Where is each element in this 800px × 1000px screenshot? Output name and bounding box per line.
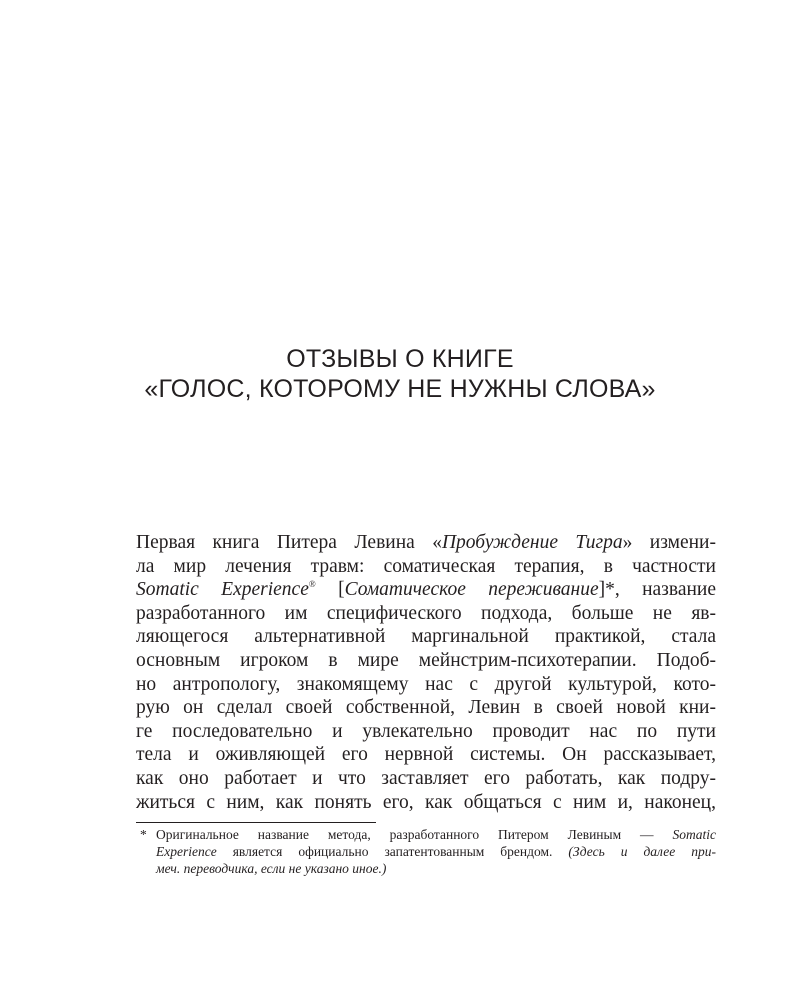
method-translation-italic: Соматическое переживание [344, 579, 599, 601]
paragraph-line: разработанного им специфического подхода, больше не яв- [136, 602, 716, 624]
footnote [136, 826, 716, 877]
paragraph-line: как оно работает и что заставляет его работать, как подру- [136, 767, 716, 789]
text-run: » измени- [622, 532, 716, 553]
paragraph-line: ла мир лечения травм: соматическая терапия, в частности [136, 555, 716, 577]
footnote-line [136, 826, 716, 843]
paragraph-line: ге последовательно и увлекательно проводит нас по пути [136, 720, 716, 742]
paragraph-line: основным игроком в мире мейнстрим-психотерапии. Подоб- [136, 649, 716, 671]
registered-mark: ® [308, 579, 316, 590]
heading-line-1: ОТЗЫВЫ О КНИГЕ [286, 345, 514, 373]
paragraph-line: житься с ним, как понять его, как общаться с ним и, наконец, [136, 791, 716, 813]
heading-line-2: «ГОЛОС, КОТОРОМУ НЕ НУЖНЫ СЛОВА» [144, 375, 656, 403]
paragraph-line: ляющегося альтернативной маргинальной практикой, стала [136, 626, 716, 648]
text-run: ]*, название [598, 579, 717, 601]
text-run: [ [315, 579, 345, 601]
paragraph-line: но антропологу, знакомящему нас с другой культурой, кото- [136, 673, 716, 695]
text-run-italic: Experience [156, 844, 217, 859]
text-run-italic: (Здесь и далее при- [568, 844, 716, 859]
book-title-italic: Пробуждение Тигра [441, 532, 623, 553]
text-run: является официально запатентованным брендом. [216, 844, 569, 859]
footnote-marker: * [140, 827, 147, 842]
chapter-heading [0, 344, 800, 404]
method-name-italic: Somatic Experience [136, 579, 309, 601]
footnote-divider [136, 822, 376, 823]
paragraph-line: тела и оживляющей его нервной системы. Он рассказывает, [136, 744, 716, 766]
footnote-line: меч. переводчика, если не указано иное.) [156, 861, 387, 876]
text-run: Оригинальное название метода, разработанного Питером Левиным — [156, 827, 673, 842]
paragraph-line [136, 531, 716, 555]
review-paragraph [136, 531, 716, 814]
paragraph-line [136, 578, 716, 602]
text-run: Первая книга Питера Левина « [136, 532, 442, 553]
footnote-line [136, 843, 716, 860]
text-run-italic: Somatic [672, 827, 716, 842]
paragraph-line: рую он сделал своей собственной, Левин в своей новой кни- [136, 697, 716, 719]
